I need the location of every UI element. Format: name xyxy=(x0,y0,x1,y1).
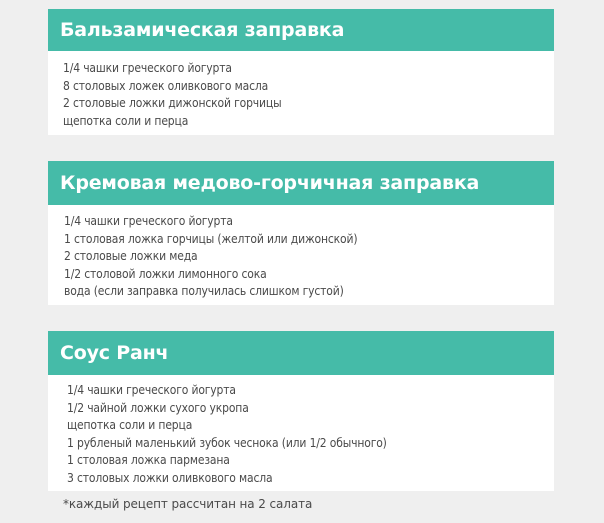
ingredient-item: 1/4 чашки греческого йогурта xyxy=(67,383,236,397)
recipe-title: Кремовая медово-горчичная заправка xyxy=(48,161,554,205)
recipe-card-balsamic xyxy=(48,9,554,135)
recipe-card-ranch xyxy=(48,331,554,491)
ingredient-item: 8 столовых ложек оливкового масла xyxy=(63,78,269,93)
ingredient-item: вода (если заправка получилась слишком густой) xyxy=(64,284,344,298)
ingredient-item: 1 рубленый маленький зубок чеснока (или 1/2 обычного) xyxy=(67,435,387,450)
footnote: *каждый рецепт рассчитан на 2 салата xyxy=(63,497,313,511)
ingredient-item: 1/4 чашки греческого йогурта xyxy=(63,61,232,75)
ingredient-item: 1 столовая ложка горчицы (желтой или дижонской) xyxy=(64,231,358,246)
ingredient-item: 1/2 столовой ложки лимонного сока xyxy=(64,266,267,281)
recipe-card-honey-mustard xyxy=(48,161,554,305)
ingredient-item: 1/2 чайной ложки сухого укропа xyxy=(67,400,249,415)
ingredient-item: 1/4 чашки греческого йогурта xyxy=(64,214,233,228)
recipe-title: Соус Ранч xyxy=(48,331,554,375)
recipe-title: Бальзамическая заправка xyxy=(48,9,554,51)
ingredient-list xyxy=(48,375,554,491)
ingredient-list xyxy=(48,205,554,305)
ingredient-item: 2 столовые ложки дижонской горчицы xyxy=(63,96,282,110)
ingredient-item: 1 столовая ложка пармезана xyxy=(67,453,230,467)
ingredient-item: 3 столовых ложки оливкового масла xyxy=(67,470,273,485)
ingredient-item: щепотка соли и перца xyxy=(67,418,193,432)
ingredient-item: 2 столовые ложки меда xyxy=(64,249,198,263)
ingredient-list xyxy=(48,51,554,135)
ingredient-item: щепотка соли и перца xyxy=(63,113,189,128)
